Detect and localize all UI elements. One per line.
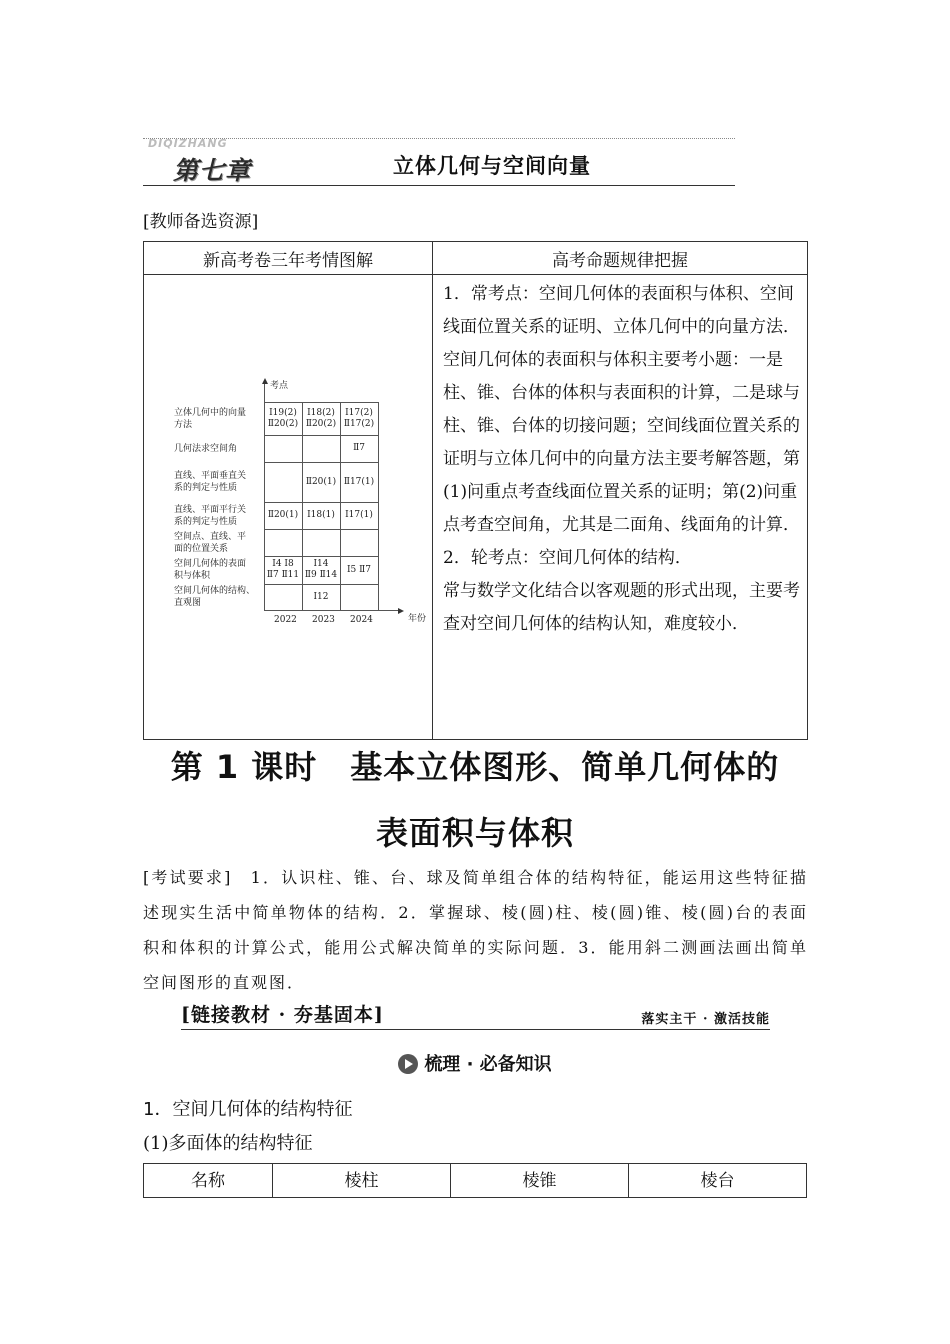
teacher-resource-label: [教师备选资源] <box>143 212 259 232</box>
exam-question-ref: Ⅰ14 <box>313 559 329 569</box>
topic-label <box>174 558 246 582</box>
polyhedra-table <box>143 1163 807 1198</box>
requirements-label: [考试要求] <box>143 868 233 887</box>
exam-question-ref: Ⅱ20(2) <box>305 418 337 429</box>
topic-label-line: 空间点、直线、平 <box>174 531 247 542</box>
grid-row-line <box>264 435 378 436</box>
topic-label-line: 几何法求空间角 <box>174 443 238 454</box>
exam-question-ref: Ⅰ12 <box>313 591 329 602</box>
year-label: 2022 <box>274 615 297 625</box>
polyhedra-header-pyramid: 棱锥 <box>451 1164 629 1198</box>
chapter-badge: 第七章 <box>173 156 252 185</box>
exam-question-cell <box>340 477 378 488</box>
topic-label-line: 积与体积 <box>174 571 211 581</box>
requirements-text: 1．认识柱、锥、台、球及简单组合体的结构特征，能运用这些特征描述现实生活中简单物体的结构．2．掌握球、棱(圆)柱、棱(圆)锥、棱(圆)台的表面积和体积的计算公式，能用公式解决简单的实际问题．3．能用斜二测画法画出简单空间图形的直观图． <box>143 868 808 992</box>
lesson-title-line1: 第 1 课时 基本立体图形、简单几何体的 <box>170 748 780 786</box>
exam-question-ref: Ⅱ17(1) <box>343 476 375 487</box>
x-axis-arrow-icon <box>398 608 404 614</box>
lesson-title-line2: 表面积与体积 <box>375 814 574 852</box>
resource-header-left: 新高考卷三年考情图解 <box>144 242 433 275</box>
polyhedra-header-name: 名称 <box>144 1164 273 1198</box>
play-icon <box>398 1054 418 1074</box>
grid-col-line <box>340 402 341 610</box>
topic-label <box>174 470 246 494</box>
exam-question-cell <box>302 559 340 581</box>
topic-label-line: 空间几何体的结构、 <box>174 586 256 596</box>
topic-label-line: 空间几何体的表面 <box>174 559 247 569</box>
topic-label <box>174 531 246 555</box>
grid-row-line <box>264 584 378 585</box>
header-dotted-rule <box>143 138 735 139</box>
exam-question-ref: Ⅱ20(1) <box>267 510 299 520</box>
year-label: 2024 <box>350 615 373 625</box>
exam-question-ref: Ⅰ18(2) <box>307 407 335 418</box>
exam-question-ref: Ⅱ7 <box>353 443 365 453</box>
exam-question-ref: Ⅰ18(1) <box>307 510 335 520</box>
exam-requirements <box>143 860 808 1000</box>
exam-question-ref: Ⅱ20(1) <box>305 476 337 487</box>
resource-header-right: 高考命题规律把握 <box>433 242 808 275</box>
rule-paragraph: 空间几何体的表面积与体积主要考小题：一是柱、锥、台体的体积与表面积的计算，二是球与柱、锥、台体的切接问题；空间线面位置关系的证明与立体几何中的向量方法主要考解答题，第(1)问重点考查线面位置关系的证明；第(2)问重点考查空间角，尤其是二面角、线面角的计算． <box>443 350 800 535</box>
topic-label-line: 直线、平面平行关 <box>174 504 247 515</box>
exam-question-ref: Ⅰ19(2) <box>269 407 297 418</box>
rule-paragraph: 1．常考点：空间几何体的表面积与体积、空间线面位置关系的证明、立体几何中的向量方法． <box>443 284 800 337</box>
topic-label-line: 立体几何中的向量 <box>174 407 247 418</box>
knowledge-heading <box>0 1050 950 1076</box>
header-underline <box>143 185 735 186</box>
grid-row-line <box>264 402 378 403</box>
knowledge-heading-text: 梳理 · 必备知识 <box>424 1054 552 1075</box>
exam-question-cell <box>264 408 302 430</box>
polyhedra-header-prism: 棱柱 <box>273 1164 451 1198</box>
exam-question-ref: Ⅱ20(2) <box>267 418 299 429</box>
chapter-pinyin: DIQIZHANG <box>148 137 228 150</box>
subsection-1-title: (1)多面体的结构特征 <box>143 1133 313 1154</box>
exam-question-ref: Ⅰ17(1) <box>345 510 373 520</box>
topic-label <box>174 443 237 455</box>
grid-col-line <box>378 402 379 610</box>
exam-question-cell <box>302 408 340 430</box>
year-label: 2023 <box>312 615 335 625</box>
exam-question-cell <box>340 443 378 454</box>
section-1-title: 1．空间几何体的结构特征 <box>143 1099 353 1120</box>
chapter-title: 立体几何与空间向量 <box>393 153 591 178</box>
banner-rule <box>181 1029 770 1030</box>
exam-question-ref: Ⅱ7 Ⅱ11 <box>266 570 300 580</box>
exam-question-cell <box>302 477 340 488</box>
grid-row-line <box>264 462 378 463</box>
x-axis-line <box>264 610 398 611</box>
topic-label-line: 系的判定与性质 <box>174 516 238 527</box>
exam-grid-cell <box>144 275 433 740</box>
topic-label-line: 直观图 <box>174 598 202 608</box>
topic-label <box>174 504 246 528</box>
topic-label-line: 方法 <box>174 419 193 430</box>
topic-label-line: 面的位置关系 <box>174 543 229 554</box>
exam-question-ref: Ⅱ9 Ⅱ14 <box>304 570 338 580</box>
chapter-header <box>143 134 735 186</box>
topic-label <box>174 407 246 431</box>
exam-question-cell <box>340 408 378 430</box>
exam-question-cell <box>264 510 302 521</box>
exam-question-cell <box>302 510 340 521</box>
polyhedra-header-frustum: 棱台 <box>629 1164 807 1198</box>
resource-table <box>143 241 808 740</box>
grid-row-line <box>264 556 378 557</box>
x-axis-label: 年份 <box>408 614 427 624</box>
rule-paragraph: 2．轮考点：空间几何体的结构． <box>443 548 692 568</box>
grid-row-line <box>264 502 378 503</box>
rule-paragraph: 常与数学文化结合以客观题的形式出现，主要考查对空间几何体的结构认知，难度较小． <box>443 581 800 634</box>
exam-question-ref: Ⅰ17(2) <box>345 407 373 418</box>
exam-grid-figure <box>144 275 432 739</box>
y-axis-arrow-icon <box>262 378 268 384</box>
exam-question-ref: Ⅱ17(2) <box>343 418 375 429</box>
exam-question-cell <box>340 510 378 521</box>
banner-right-text: 落实主干 · 激活技能 <box>641 1012 770 1027</box>
banner-left-text: [链接教材 · 夯基固本] <box>181 1004 384 1026</box>
exam-question-ref: Ⅰ4 Ⅰ8 <box>272 559 294 569</box>
topic-label-line: 直线、平面垂直关 <box>174 471 247 481</box>
exam-question-ref: Ⅰ5 Ⅱ7 <box>347 564 371 575</box>
topic-label-line: 系的判定与性质 <box>174 483 238 493</box>
exam-question-cell <box>340 565 378 576</box>
exam-question-cell <box>302 592 340 603</box>
section-banner <box>181 1000 770 1030</box>
topic-label <box>174 585 255 609</box>
y-axis-label: 考点 <box>270 381 289 391</box>
rules-cell <box>433 275 808 740</box>
grid-row-line <box>264 529 378 530</box>
exam-question-cell <box>264 559 302 581</box>
